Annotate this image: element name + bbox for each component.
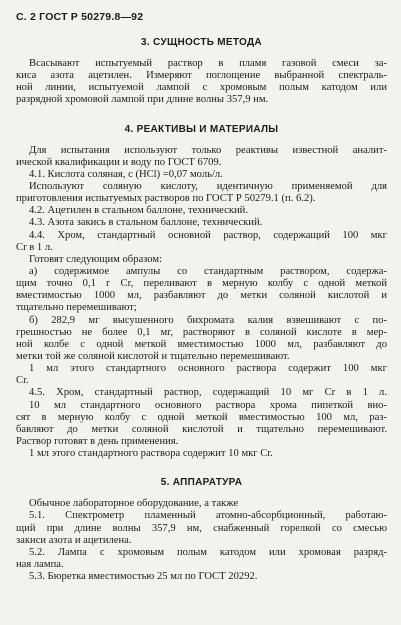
text-line: вместимостью 1000 мл, разбавляют до метки соляной кислотой и (16, 290, 387, 302)
text-line: тщательно перемешивают; (16, 302, 137, 314)
running-head: С. 2 ГОСТ Р 50279.8—92 (16, 11, 144, 23)
text-line: ная лампа. (16, 558, 64, 570)
text-line: 4.1. Кислота соляная, с (HCl) =0,07 моль/л. (29, 168, 223, 180)
text-line: метки той же соляной кислотой и тщательно перемешивают. (16, 350, 290, 362)
text-line: 1 мл этого стандартного основного раствора содержит 100 мкг (29, 363, 387, 375)
text-line: ной линии, испытуемой лампой с хромовым полым катодом или (16, 82, 387, 94)
text-line: 4.3. Азота закись в стальном баллоне, технический. (29, 217, 263, 229)
section-body (16, 145, 387, 461)
text-line: ической квалификации и воду по ГОСТ 6709. (16, 156, 222, 168)
text-line: Всасывают испытуемый раствор в пламя газовой смеси за- (29, 58, 387, 69)
text-line: Обычное лабораторное оборудование, а также (29, 498, 239, 510)
text-line: 10 мл стандартного основного раствора хрома пипеткой вно- (29, 399, 387, 411)
text-line: Cr в 1 л. (16, 241, 53, 253)
section-method-principle (16, 36, 387, 107)
text-line: 5.3. Бюретка вместимостью 25 мл по ГОСТ 20292. (29, 571, 258, 583)
text-line: щим точно 0,1 г Cr, переливают в мерную колбу с одной меткой (16, 278, 387, 290)
text-line: 5.2. Лампа с хромовым полым катодом или хромовая разряд- (29, 546, 387, 558)
section-reagents (16, 123, 387, 461)
text-line: разрядной хромовой лампой при длине волны 357,9 нм. (16, 94, 269, 106)
text-line: ной колбе с одной меткой вместимостью 1000 мл, разбавляют до (16, 338, 387, 350)
text-line: грешностью не более 0,1 мг, растворяют в соляной кислоте в мер- (16, 326, 387, 338)
text-line: 1 мл этого стандартного раствора содержит 10 мкг Cr. (29, 448, 273, 460)
section-body (16, 58, 387, 107)
section-body (16, 498, 387, 583)
text-line: закиси азота и ацетилена. (16, 534, 132, 546)
text-line: 4.5. Хром, стандартный раствор, содержащий 10 мг Cr в 1 л. (29, 387, 387, 399)
text-line: Готовят следующим образом: (29, 253, 163, 265)
text-line: б) 282,9 мг высушенного бихромата калия взвешивают с по- (29, 314, 387, 326)
section-title: 5. АППАРАТУРА (160, 477, 243, 489)
text-line: Раствор готовят в день применения. (16, 435, 179, 447)
section-title: 4. РЕАКТИВЫ И МАТЕРИАЛЫ (124, 123, 279, 135)
text-line: Для испытания используют только реактивы известной аналит- (29, 144, 387, 156)
text-line: Используют соляную кислоту, идентичную применяемой для (29, 180, 387, 192)
text-line: щий при длине волны 357,9 нм, снабженный горелкой со смесью (16, 522, 387, 534)
text-line: 5.1. Спектрометр пламенный атомно-абсорбционный, работаю- (29, 510, 387, 522)
text-line: 4.4. Хром, стандартный основной раствор, содержащий 100 мкг (29, 229, 387, 241)
text-line: а) содержимое ампулы со стандартным раствором, содержа- (29, 265, 387, 277)
text-line: 4.2. Ацетилен в стальном баллоне, технический. (29, 205, 248, 217)
text-line: бавляют до метки соляной кислотой и тщательно перемешивают. (16, 423, 387, 435)
text-line: киса азота ацетилен. Измеряют поглощение выбранной спектраль- (16, 70, 387, 82)
section-apparatus (16, 476, 387, 583)
text-line: Cr. (16, 375, 29, 387)
text-line: приготовления испытуемых растворов по ГОСТ Р 50279.1 (п. 6.2). (16, 193, 316, 205)
section-title: 3. СУЩНОСТЬ МЕТОДА (141, 37, 262, 48)
text-line: сят в мерную колбу с одной меткой вместимостью 100 мл, раз- (16, 411, 387, 423)
